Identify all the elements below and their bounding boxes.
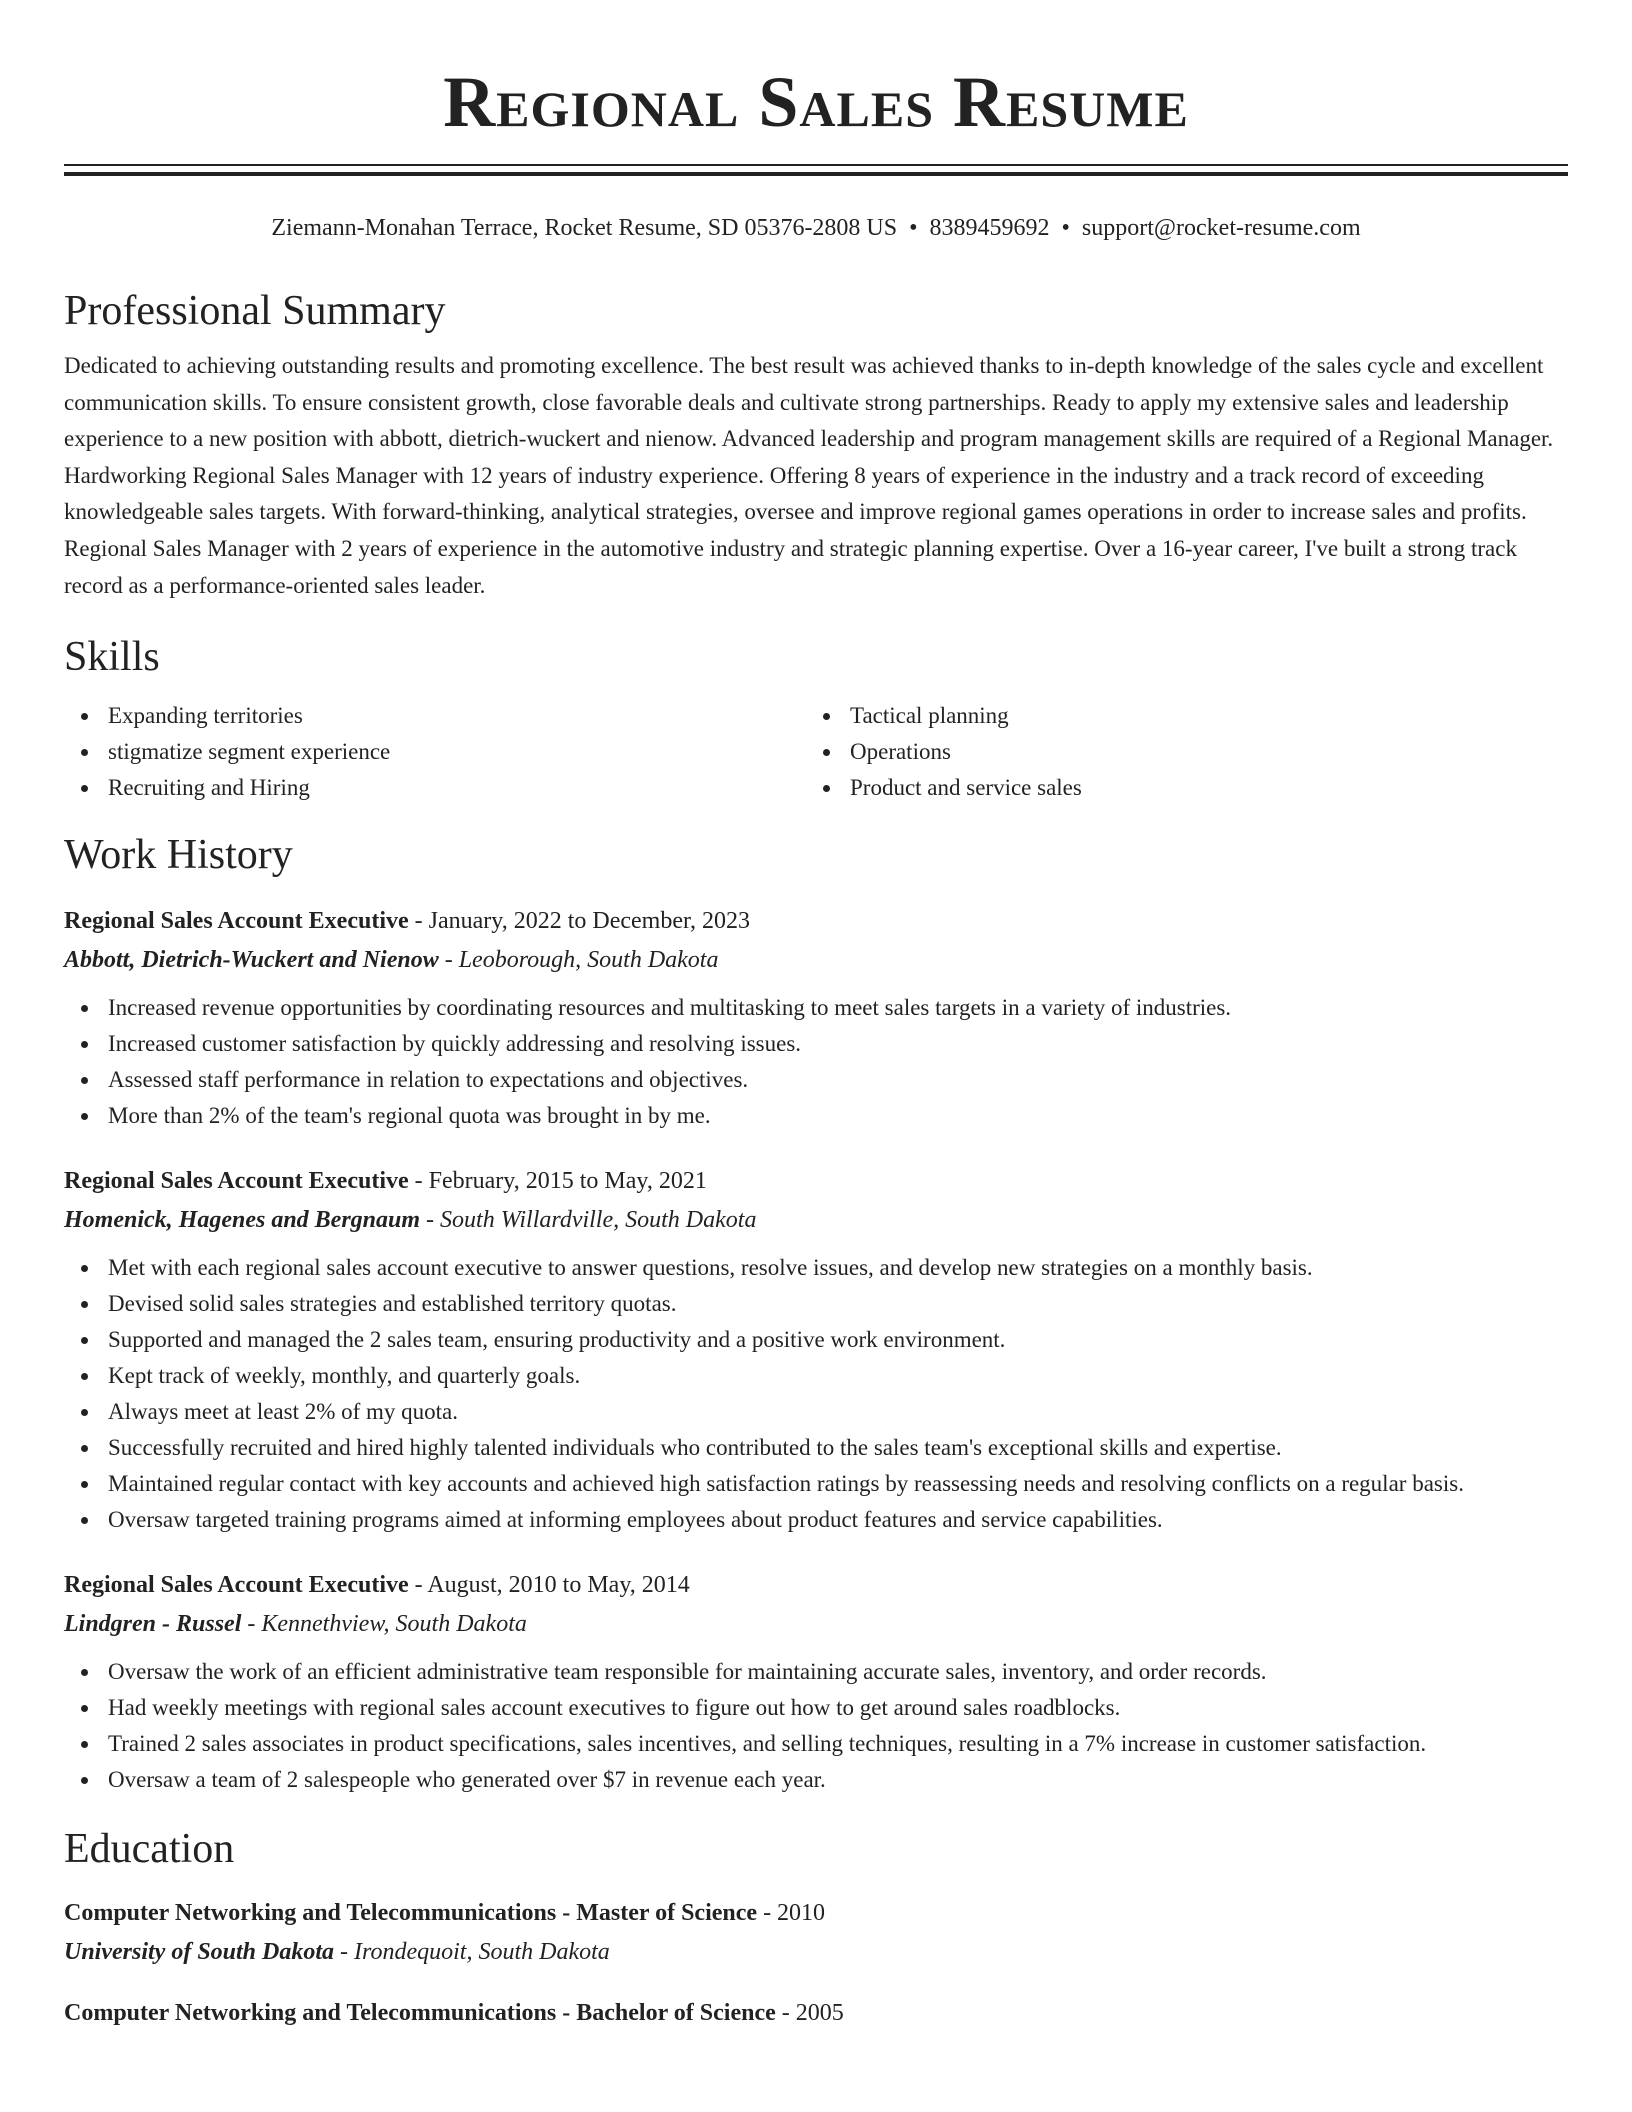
job-company: Lindgren - Russel: [64, 1611, 242, 1638]
resume-page: [64, 0, 1568, 2032]
title-divider-thin: [64, 164, 1568, 166]
skill-item: stigmatize segment experience: [64, 734, 806, 770]
job-location: - South Willardville, South Dakota: [420, 1207, 757, 1234]
skill-item: Product and service sales: [806, 770, 1548, 806]
job-bullet: Kept track of weekly, monthly, and quarterly goals.: [64, 1358, 1568, 1394]
job-bullet: Oversaw targeted training programs aimed at informing employees about product features and service capabilities.: [64, 1502, 1568, 1538]
education-degree: Computer Networking and Telecommunications - Master of Science: [64, 1900, 758, 1927]
job-title: Regional Sales Account Executive: [64, 1168, 409, 1195]
job-title: Regional Sales Account Executive: [64, 1572, 409, 1599]
job-entry: [64, 902, 1568, 1134]
job-dates: - August, 2010 to May, 2014: [408, 1572, 690, 1599]
skills-heading: Skills: [64, 634, 160, 681]
skills-list: [64, 698, 1568, 806]
title-divider-thick: [64, 172, 1568, 176]
job-company: Abbott, Dietrich-Wuckert and Nienow: [64, 947, 439, 974]
job-bullets: [64, 1654, 1568, 1798]
job-company: Homenick, Hagenes and Bergnaum: [64, 1207, 421, 1234]
job-bullet: Supported and managed the 2 sales team, ensuring productivity and a positive work environment.: [64, 1322, 1568, 1358]
education-year: - 2010: [757, 1900, 826, 1927]
job-bullet: Trained 2 sales associates in product specifications, sales incentives, and selling techniques, resulting in a 7% increase in customer satisfaction.: [64, 1726, 1568, 1762]
job-title: Regional Sales Account Executive: [64, 908, 409, 935]
work-history-heading: Work History: [64, 832, 293, 879]
job-bullet: Increased customer satisfaction by quickly addressing and resolving issues.: [64, 1026, 1568, 1062]
job-bullet: Assessed staff performance in relation to expectations and objectives.: [64, 1062, 1568, 1098]
resume-title: Regional Sales Resume: [443, 62, 1189, 142]
job-bullet: Increased revenue opportunities by coordinating resources and multitasking to meet sales targets in a variety of industries.: [64, 990, 1568, 1026]
job-title-line: [64, 1162, 1568, 1200]
job-bullet: Maintained regular contact with key accounts and achieved high satisfaction ratings by reassessing needs and resolving conflicts on a regular basis.: [64, 1466, 1568, 1502]
education-entry: [64, 1994, 1568, 2032]
job-company-line: [64, 1200, 1568, 1240]
contact-line: [64, 212, 1568, 244]
contact-address: Ziemann-Monahan Terrace, Rocket Resume, SD 05376-2808 US: [271, 215, 898, 241]
skill-item: Recruiting and Hiring: [64, 770, 806, 806]
job-title-line: [64, 902, 1568, 940]
education-school-line: [64, 1932, 1568, 1972]
job-entry: [64, 1162, 1568, 1538]
job-bullet: Had weekly meetings with regional sales account executives to figure out how to get around sales roadblocks.: [64, 1690, 1568, 1726]
contact-separator: •: [909, 215, 918, 241]
job-bullet: More than 2% of the team's regional quota was brought in by me.: [64, 1098, 1568, 1134]
education-degree: Computer Networking and Telecommunications - Bachelor of Science: [64, 2000, 776, 2027]
job-bullet: Met with each regional sales account executive to answer questions, resolve issues, and develop new strategies on a monthly basis.: [64, 1250, 1568, 1286]
education-year: - 2005: [775, 2000, 844, 2027]
education-heading: Education: [64, 1826, 235, 1873]
job-dates: - January, 2022 to December, 2023: [408, 908, 751, 935]
job-bullet: Always meet at least 2% of my quota.: [64, 1394, 1568, 1430]
job-bullet: Oversaw a team of 2 salespeople who generated over $7 in revenue each year.: [64, 1762, 1568, 1798]
education-location: - Irondequoit, South Dakota: [334, 1939, 610, 1966]
job-bullet: Successfully recruited and hired highly talented individuals who contributed to the sales team's exceptional skills and expertise.: [64, 1430, 1568, 1466]
skill-item: Tactical planning: [806, 698, 1548, 734]
summary-text: Dedicated to achieving outstanding results and promoting excellence. The best result was achieved thanks to in-depth knowledge of the sales cycle and excellent communication skills. To ensure consistent growth, close favorable deals and cultivate strong partnerships. Ready to apply my extensive sales and leadership experience to a new position with abbott, dietrich-wuckert and nienow. Advanced leadership and program management skills are required of a Regional Manager. Hardworking Regional Sales Manager with 12 years of industry experience. Offering 8 years of experience in the industry and a track record of exceeding knowledgeable sales targets. With forward-thinking, analytical strategies, oversee and improve regional games operations in order to increase sales and profits. Regional Sales Manager with 2 years of experience in the automotive industry and strategic planning expertise. Over a 16-year career, I've built a strong track record as a performance-oriented sales leader.: [64, 353, 1554, 598]
job-bullet: Oversaw the work of an efficient administrative team responsible for maintaining accurate sales, inventory, and order records.: [64, 1654, 1568, 1690]
contact-separator: •: [1061, 215, 1070, 241]
job-dates: - February, 2015 to May, 2021: [408, 1168, 707, 1195]
job-title-line: [64, 1566, 1568, 1604]
job-entry: [64, 1566, 1568, 1798]
job-bullets: [64, 1250, 1568, 1538]
education-degree-line: [64, 1894, 1568, 1932]
contact-phone: 8389459692: [929, 215, 1050, 241]
job-bullets: [64, 990, 1568, 1134]
job-location: - Kennethview, South Dakota: [241, 1611, 527, 1638]
skills-column-left: [64, 698, 806, 806]
job-company-line: [64, 1604, 1568, 1644]
job-bullet: Devised solid sales strategies and established territory quotas.: [64, 1286, 1568, 1322]
education-entry: [64, 1894, 1568, 1972]
job-location: - Leoborough, South Dakota: [438, 947, 719, 974]
skill-item: Operations: [806, 734, 1548, 770]
summary-heading: Professional Summary: [64, 288, 446, 334]
job-company-line: [64, 940, 1568, 980]
contact-email: support@rocket-resume.com: [1081, 215, 1361, 241]
skills-column-right: [806, 698, 1548, 806]
skill-item: Expanding territories: [64, 698, 806, 734]
education-degree-line: [64, 1994, 1568, 2032]
education-school: University of South Dakota: [64, 1939, 335, 1966]
